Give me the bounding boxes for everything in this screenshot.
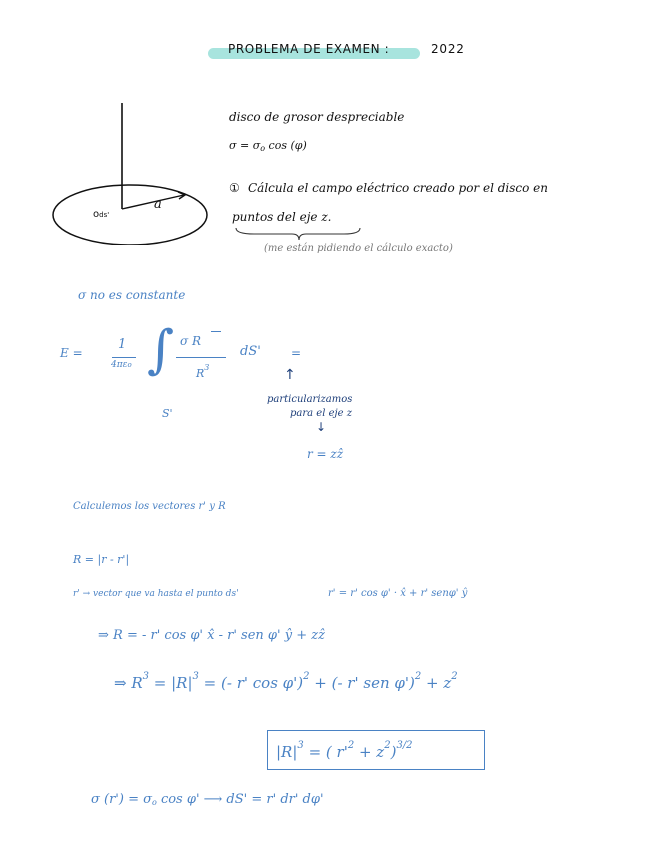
integral-sign: ∫ [147,320,175,380]
R-cubed-exp: 3 [204,363,210,372]
sigma-sub: o [260,144,266,153]
sigma-r-sub: o [151,798,157,807]
calc-vectors-note: Calculemos los vectores r' y R [73,501,226,512]
R3-lhs: ⇒ R [114,674,143,692]
boxed-z-exp: 2 [384,740,391,751]
eps-sub: o [127,361,132,369]
R3-term2-exp: 2 [414,671,422,682]
integrand-numerator [180,334,201,348]
R3-term1-exp: 2 [303,671,310,682]
boxed-r-exp: 2 [347,740,355,751]
r-prime-equation: r' = r' cos φ' · x̂ + r' senφ' ŷ [328,588,468,599]
boxed-equation [276,740,413,761]
task-line2: puntos del eje z. [232,210,332,224]
integrand-num: σ R [180,334,202,348]
ds-point-mark: o [93,209,100,220]
E-lhs: E = [60,346,83,360]
sigma-rhs: cos (φ) [265,139,307,152]
frac-denominator [111,360,132,370]
R3-exp: 3 [142,671,150,682]
ds-point-label: ds' [99,211,110,219]
disk-diagram [50,95,210,245]
page-title: PROBLEMA DE EXAMEN : [228,42,390,56]
radius-line [122,195,184,209]
frac-bar-1 [112,357,136,358]
R-cubed-base: R [196,367,205,380]
particularize-line1: particularizamos [267,394,353,405]
ds-point [93,209,109,220]
frac-bar-2 [176,357,226,358]
exam-year: 2022 [431,42,465,56]
R-cubed-expansion [114,671,458,692]
down-arrow-icon: ↓ [316,420,327,434]
frac-one: 1 [118,337,127,352]
task-line1: Cálcula el campo eléctrico creado por el disco en [248,181,548,195]
item-marker: ① [229,181,240,195]
R3-term1: = (- r' cos φ') [198,674,304,692]
r-prime-description: r' → vector que va hasta el punto ds' [73,589,239,599]
boxed-plus-z: + z [354,743,385,761]
R3-mid-exp: 3 [192,671,199,682]
boxed-rhs: = ( r' [308,743,348,761]
boxed-lhs-exp: 3 [297,740,304,751]
boxed-exp-32: 3/2 [396,740,413,751]
particularize-line2: para el eje z [290,408,352,419]
radius-label: a [154,197,162,212]
underbrace [234,226,364,242]
r-vector-eq: r = zẑ [307,447,344,461]
surface-label: S' [162,407,173,420]
R-definition: R = |r - r'| [73,553,130,566]
sigma-r-line [91,792,324,807]
statement-line1: disco de grosor despreciable [229,110,405,124]
statement-note: (me están pidiendo el cálculo exacto) [264,243,453,254]
sigma-lhs: σ = σ [229,139,261,152]
equals-sign: = [291,346,302,360]
sigma-r-lhs: σ (r') = σ [91,792,152,807]
dS-prime: dS' [240,344,261,359]
R-vector-equation: ⇒ R = - r' cos φ' x̂ - r' sen φ' ŷ + zẑ [98,628,325,643]
R3-term3-exp: 2 [451,671,458,682]
sigma-definition [229,139,307,153]
sigma-r-rest: cos φ' ⟶ dS' = r' dr' dφ' [156,792,324,807]
R3-mid: = |R| [149,674,193,692]
boxed-close: ) [390,743,397,761]
boxed-lhs: |R| [276,743,298,761]
four-pi: 4πε [111,360,128,370]
not-constant-note: σ no es constante [78,288,186,302]
R-overbar [211,331,221,332]
R3-term2: + (- r' sen φ') [309,674,415,692]
underbrace-path [236,228,360,240]
R3-term3: + z [421,674,452,692]
up-arrow-icon: ↑ [284,367,296,383]
integrand-denominator [196,363,209,380]
